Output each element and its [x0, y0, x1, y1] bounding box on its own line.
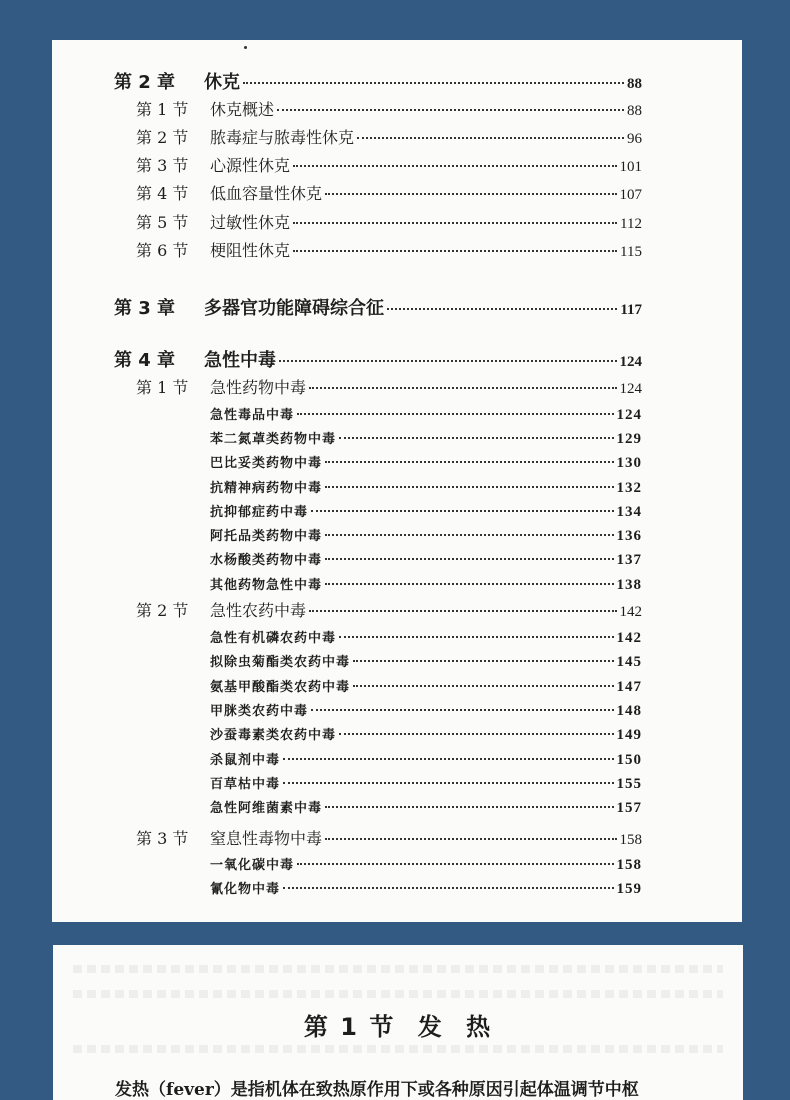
item-title: 百草枯中毒 [210, 777, 281, 792]
bleed-through [73, 990, 723, 998]
text-page [53, 945, 743, 1100]
page-number: 88 [627, 76, 642, 92]
toc-entry-item [210, 525, 642, 545]
dot-leader [325, 838, 616, 840]
dot-leader [311, 510, 613, 512]
toc-entry-section [136, 598, 642, 621]
section-number: 第 4 节 [136, 184, 189, 203]
page-number: 130 [616, 455, 642, 471]
toc-entry-section [136, 125, 642, 148]
toc-entry-section [136, 181, 642, 204]
toc-entry-item [210, 477, 642, 497]
page-number: 138 [616, 577, 642, 593]
toc-entry-item [210, 878, 642, 898]
item-title: 杀鼠剂中毒 [210, 753, 281, 768]
page-number: 136 [616, 528, 642, 544]
section-number: 第 1 节 [136, 100, 189, 119]
toc-entry-item [210, 452, 642, 472]
dot-leader [325, 534, 613, 536]
chapter-title: 多器官功能障碍综合征 [204, 298, 384, 319]
body-paragraph: 发热（fever）是指机体在致热原作用下或各种原因引起体温调节中枢 [115, 1080, 639, 1100]
chapter-number: 第 2 章 [114, 72, 176, 93]
page-number: 159 [616, 881, 642, 897]
item-title: 抗抑郁症药中毒 [210, 505, 309, 520]
dot-leader [297, 863, 613, 865]
toc-entry-item [210, 574, 642, 594]
toc-entry-item [210, 773, 642, 793]
toc-entry-item [210, 797, 642, 817]
section-title: 脓毒症与脓毒性休克 [210, 128, 355, 147]
dot-leader [325, 806, 613, 808]
dot-leader [283, 782, 613, 784]
dot-leader [387, 308, 617, 310]
section-heading [53, 1007, 743, 1042]
page-number: 148 [616, 703, 642, 719]
section-heading-title-a: 发 [417, 1013, 444, 1041]
section-heading-title-b: 热 [466, 1013, 493, 1041]
page-number: 155 [616, 776, 642, 792]
page-number: 150 [616, 752, 642, 768]
toc-entry-section [136, 826, 642, 849]
dot-leader [309, 387, 616, 389]
dot-leader [325, 558, 613, 560]
item-title: 急性阿维菌素中毒 [210, 801, 323, 816]
page-number: 117 [620, 302, 642, 318]
page-number: 101 [619, 159, 642, 175]
chapter-number: 第 3 章 [114, 298, 176, 319]
item-title: 巴比妥类药物中毒 [210, 456, 323, 471]
item-title: 水杨酸类药物中毒 [210, 553, 323, 568]
dot-leader [325, 193, 616, 195]
toc-entry-item [210, 700, 642, 720]
page-number: 115 [620, 244, 642, 260]
section-heading-number: 第 1 节 [303, 1013, 396, 1041]
toc-entry-item [210, 676, 642, 696]
toc-entry-item [210, 854, 642, 874]
dot-leader [283, 758, 613, 760]
item-title: 一氧化碳中毒 [210, 858, 295, 873]
dot-leader [357, 137, 624, 139]
section-title: 休克概述 [210, 100, 275, 119]
page-number: 134 [616, 504, 642, 520]
page-number: 147 [616, 679, 642, 695]
section-number: 第 3 节 [136, 829, 189, 848]
section-number: 第 2 节 [136, 128, 189, 147]
dot-leader [279, 360, 617, 362]
section-title: 梗阻性休克 [210, 241, 291, 260]
bleed-through [73, 965, 723, 973]
dot-leader [353, 685, 613, 687]
page-number: 112 [620, 216, 642, 232]
item-title: 氨基甲酸酯类农药中毒 [210, 680, 351, 695]
item-title: 阿托品类药物中毒 [210, 529, 323, 544]
section-number: 第 6 节 [136, 241, 189, 260]
item-title: 苯二氮䓬类药物中毒 [210, 432, 337, 447]
toc-entry-item [210, 724, 642, 744]
item-title: 甲脒类农药中毒 [210, 704, 309, 719]
page-number: 145 [616, 654, 642, 670]
item-title: 拟除虫菊酯类农药中毒 [210, 655, 351, 670]
dot-leader [325, 583, 613, 585]
toc-entry-section [136, 238, 642, 261]
toc-entry-item [210, 549, 642, 569]
toc-entry-item [210, 627, 642, 647]
item-title: 急性有机磷农药中毒 [210, 631, 337, 646]
dot-leader [325, 486, 613, 488]
bleed-through [73, 1045, 723, 1053]
chapter-title: 急性中毒 [204, 350, 276, 371]
section-title: 心源性休克 [210, 156, 291, 175]
section-title: 过敏性休克 [210, 213, 291, 232]
dot-leader [293, 222, 617, 224]
page-number: 124 [619, 381, 642, 397]
section-number: 第 5 节 [136, 213, 189, 232]
page-number: 142 [616, 630, 642, 646]
dot-leader [297, 413, 613, 415]
dot-leader [339, 437, 613, 439]
section-number: 第 2 节 [136, 601, 189, 620]
toc-entry-item [210, 404, 642, 424]
dot-leader [339, 636, 613, 638]
toc-entry-section [136, 97, 642, 120]
toc-entry-item [210, 428, 642, 448]
page-number: 158 [619, 832, 642, 848]
section-title: 低血容量性休克 [210, 184, 323, 203]
page-number: 149 [616, 727, 642, 743]
dot-leader [283, 887, 613, 889]
toc-entry-item [210, 651, 642, 671]
toc-entry-section [136, 375, 642, 398]
toc-entry-section [136, 210, 642, 233]
toc-entry-section [136, 153, 642, 176]
dot-leader [243, 82, 624, 84]
item-title: 其他药物急性中毒 [210, 578, 323, 593]
dot-leader [293, 165, 616, 167]
section-number: 第 3 节 [136, 156, 189, 175]
toc-entry-chapter [114, 346, 642, 372]
dot-leader [309, 610, 616, 612]
item-title: 急性毒品中毒 [210, 408, 295, 423]
page-number: 132 [616, 480, 642, 496]
page-number: 88 [627, 103, 642, 119]
chapter-title: 休克 [204, 72, 240, 93]
dot-leader [339, 733, 613, 735]
dot-leader [293, 250, 617, 252]
section-number: 第 1 节 [136, 378, 189, 397]
toc-entry-chapter [114, 294, 642, 320]
item-title: 沙蚕毒素类农药中毒 [210, 728, 337, 743]
toc-entry-item [210, 501, 642, 521]
page-number: 124 [616, 407, 642, 423]
page-number: 142 [619, 604, 642, 620]
section-title: 窒息性毒物中毒 [210, 829, 323, 848]
page-number: 129 [616, 431, 642, 447]
toc-page [52, 40, 742, 922]
page-number: 158 [616, 857, 642, 873]
item-title: 抗精神病药物中毒 [210, 481, 323, 496]
section-title: 急性药物中毒 [210, 378, 307, 397]
item-title: 氰化物中毒 [210, 882, 281, 897]
page-number: 137 [616, 552, 642, 568]
dot-leader [325, 461, 613, 463]
page-number: 124 [619, 354, 642, 370]
page-number: 96 [627, 131, 642, 147]
toc-entry-item [210, 749, 642, 769]
page-number: 107 [619, 187, 642, 203]
toc-entry-chapter [114, 68, 642, 94]
dot-leader [311, 709, 613, 711]
dot-leader [353, 660, 613, 662]
table-of-contents [52, 40, 742, 922]
chapter-number: 第 4 章 [114, 350, 176, 371]
dot-leader [277, 109, 624, 111]
page-number: 157 [616, 800, 642, 816]
section-title: 急性农药中毒 [210, 601, 307, 620]
